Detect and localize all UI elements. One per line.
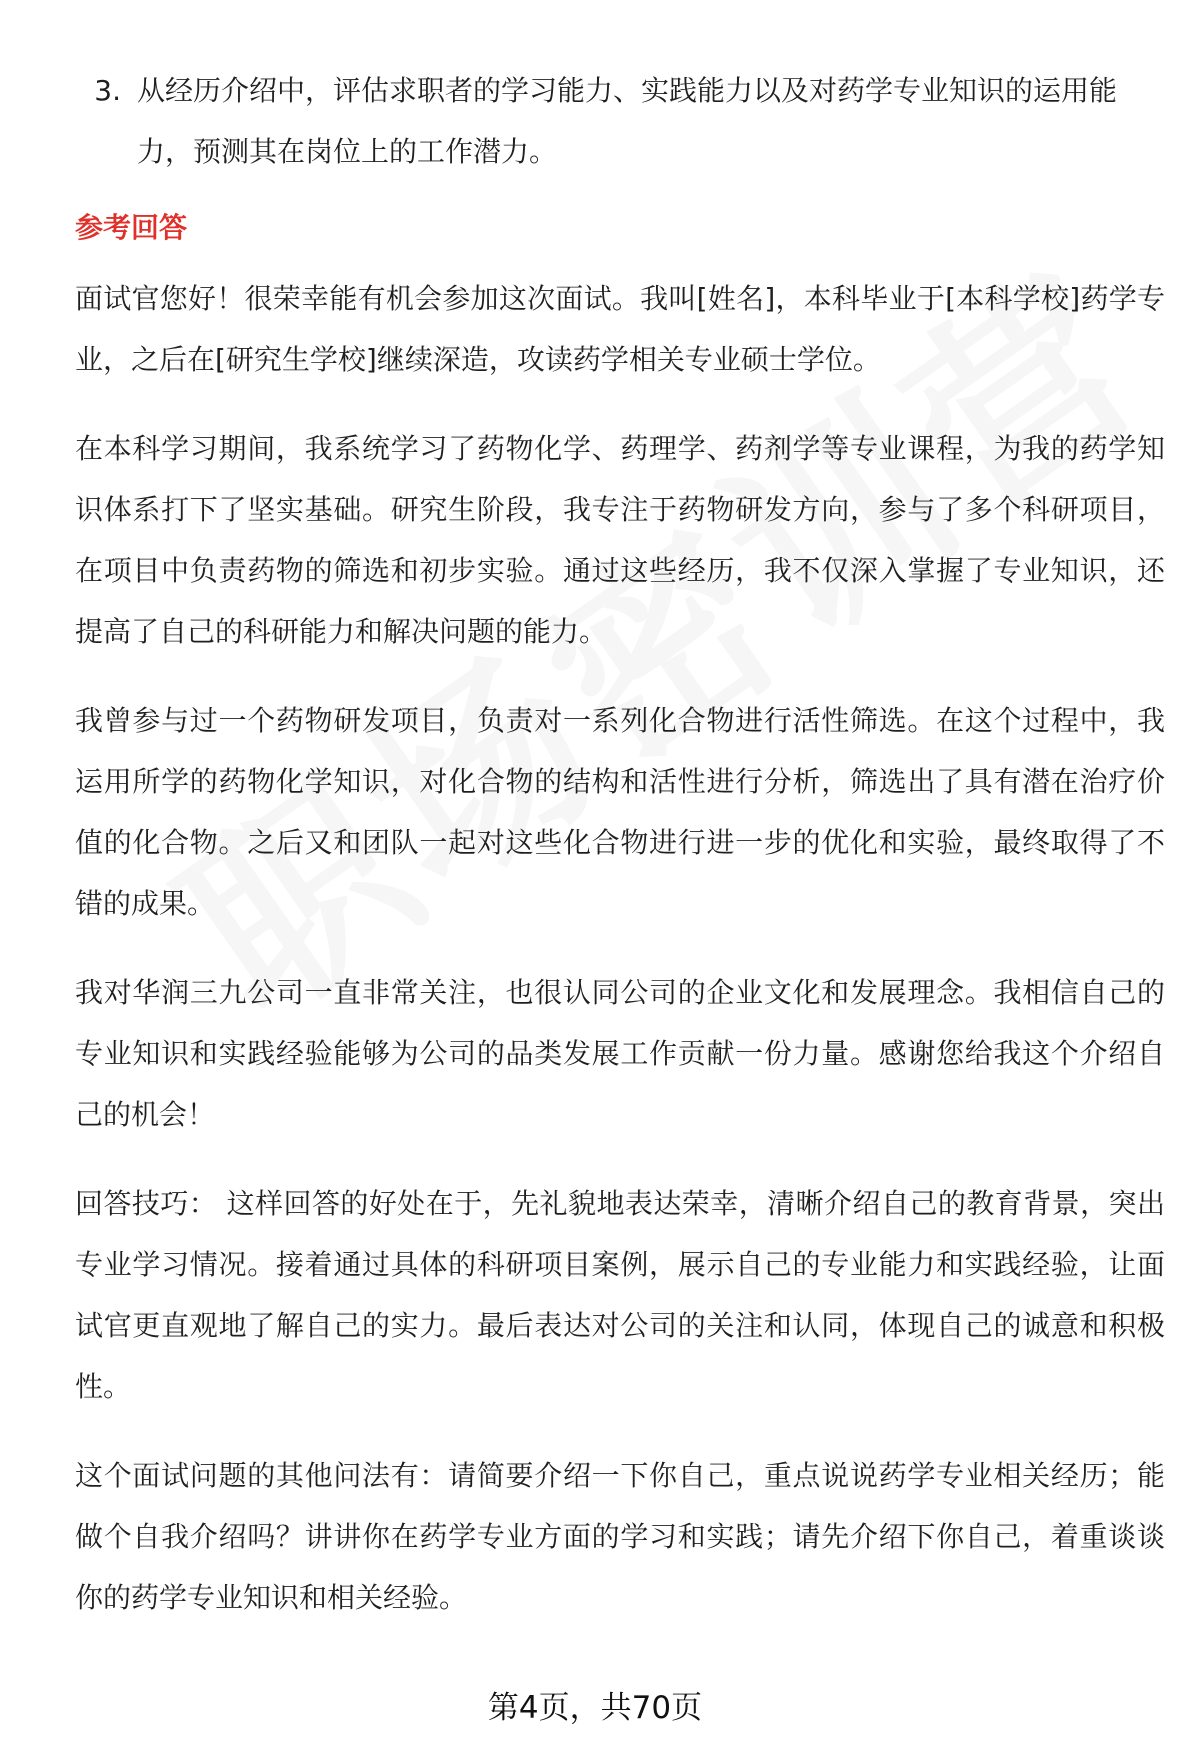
list-item-text: 从经历介绍中，评估求职者的学习能力、实践能力以及对药学专业知识的运用能力，预测其在岗位上的工作潜力。 [137,74,1118,168]
page-content [75,60,1165,1656]
paragraph-alternatives: 这个面试问题的其他问法有：请简要介绍一下你自己，重点说说药学专业相关经历；能做个自我介绍吗？讲讲你在药学专业方面的学习和实践；请先介绍下你自己，着重谈谈你的药学专业知识和相关经验。 [75,1459,1165,1614]
paragraph-study: 在本科学习期间，我系统学习了药物化学、药理学、药剂学等专业课程，为我的药学知识体系打下了坚实基础。研究生阶段，我专注于药物研发方向，参与了多个科研项目，在项目中负责药物的筛选和初步实验。通过这些经历，我不仅深入掌握了专业知识，还提高了自己的科研能力和解决问题的能力。 [75,432,1165,648]
list-item [75,60,1165,182]
paragraph-project: 我曾参与过一个药物研发项目，负责对一系列化合物进行活性筛选。在这个过程中，我运用所学的药物化学知识，对化合物的结构和活性进行分析，筛选出了具有潜在治疗价值的化合物。之后又和团队一起对这些化合物进行进一步的优化和实验，最终取得了不错的成果。 [75,704,1165,920]
paragraph-company: 我对华润三九公司一直非常关注，也很认同公司的企业文化和发展理念。我相信自己的专业知识和实践经验能够为公司的品类发展工作贡献一份力量。感谢您给我这个介绍自己的机会！ [75,976,1165,1131]
page-number-footer: 第4页，共70页 [487,1690,703,1726]
paragraph-tips: 回答技巧： 这样回答的好处在于，先礼貌地表达荣幸，清晰介绍自己的教育背景，突出专业学习情况。接着通过具体的科研项目案例，展示自己的专业能力和实践经验，让面试官更直观地了解自己的实力。最后表达对公司的关注和认同，体现自己的诚意和积极性。 [75,1187,1165,1403]
list-item-number: 3. [94,74,121,107]
answer-heading: 参考回答 [75,211,188,244]
paragraph-greeting: 面试官您好！很荣幸能有机会参加这次面试。我叫[姓名]，本科毕业于[本科学校]药学专业，之后在[研究生学校]继续深造，攻读药学相关专业硕士学位。 [75,282,1165,376]
